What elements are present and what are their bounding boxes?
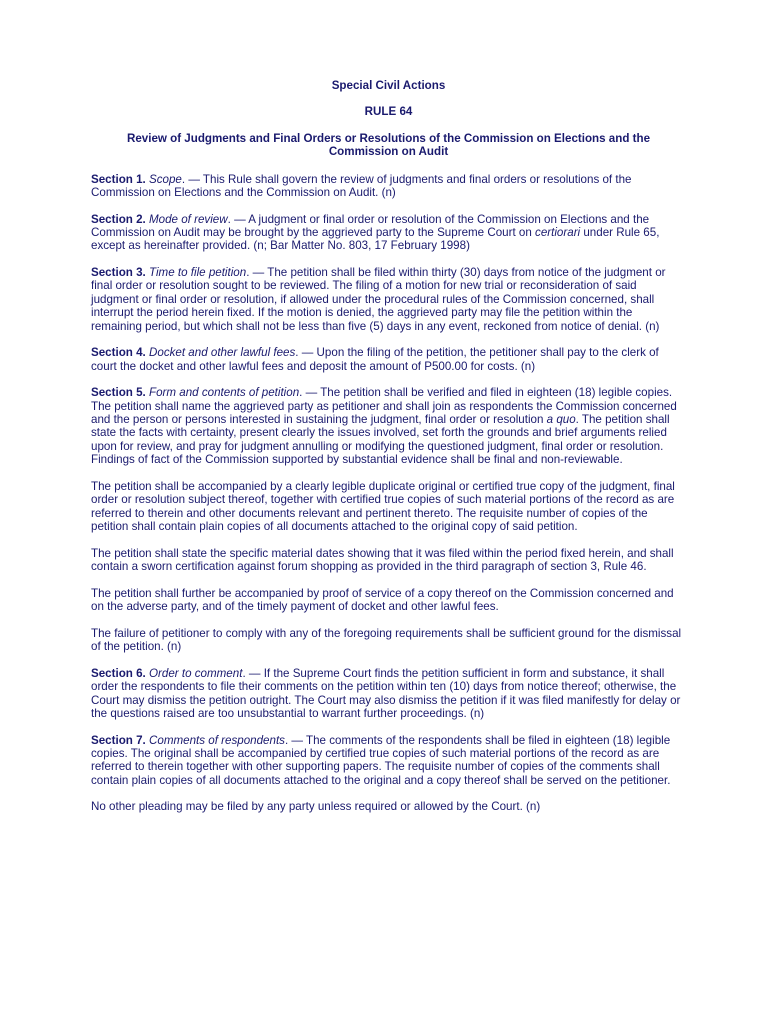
section-number: Section 7. [91, 733, 146, 747]
section-5-paragraph [91, 386, 686, 466]
section-4-paragraph [91, 346, 686, 373]
section-name: Form and contents of petition [149, 386, 300, 400]
section-text: . — A judgment or final order or resolution of the Commission on Elections and the Commission on Audit may be brought by the aggrieved party to the Supreme Court on [91, 212, 650, 240]
section-text: . — If the Supreme Court finds the petition sufficient in form and substance, it shall order the respondents to file their comments on the petition within ten (10) days from notice thereof; otherwise, the Court may dismiss the petition outright. The Court may also dismiss the petition if it was filed manifestly for delay or the questions raised are too unsubstantial to warrant further proceedings. (n) [91, 666, 681, 720]
section-5-paragraph-3: The petition shall state the specific material dates showing that it was filed within the period fixed herein, and shall contain a sworn certification against forum shopping as provided in the third paragraph of section 3, Rule 46. [91, 546, 674, 574]
section-name: Scope [149, 172, 182, 186]
section-number: Section 2. [91, 212, 146, 226]
emphasis-term: certiorari [535, 226, 581, 240]
section-7-paragraph-2: No other pleading may be filed by any party unless required or allowed by the Court. (n) [91, 800, 541, 814]
section-5-paragraph-2: The petition shall be accompanied by a clearly legible duplicate original or certified true copy of the judgment, final order or resolution subject thereof, together with certified true copies of such material portions of the record as are referred to therein and other documents relevant and pertinent thereto. The requisite number of copies of the petition shall contain plain copies of all documents attached to the original copy of said petition. [91, 479, 675, 534]
section-name: Comments of respondents [149, 733, 285, 747]
rule-heading: RULE 64 [364, 105, 413, 119]
section-5-paragraph-5: The failure of petitioner to comply with any of the foregoing requirements shall be sufficient ground for the dismissal of the petition. (n) [91, 626, 682, 654]
section-text: . — Upon the filing of the petition, the petitioner shall pay to the clerk of court the docket and other lawful fees and deposit the amount of P500.00 for costs. (n) [91, 346, 659, 373]
section-name: Docket and other lawful fees [149, 346, 296, 360]
section-number: Section 1. [91, 172, 146, 186]
section-number: Section 4. [91, 346, 146, 360]
section-name: Order to comment [149, 666, 243, 680]
section-number: Section 3. [91, 266, 146, 280]
section-2-paragraph [91, 213, 686, 253]
section-name: Time to file petition [149, 266, 247, 280]
section-text: . — The petition shall be verified and filed in eighteen (18) legible copies. The petition shall name the aggrieved party as petitioner and shall join as respondents the Commission concerned and the person or persons interested in sustaining the judgment, final order or resolution [91, 386, 677, 427]
section-6-paragraph [91, 667, 686, 721]
section-text: . — This Rule shall govern the review of judgments and final orders or resolutions of the Commission on Elections and the Commission on Audit. (n) [91, 172, 632, 200]
section-number: Section 6. [91, 666, 146, 680]
section-text: . — The comments of the respondents shall be filed in eighteen (18) legible copies. The original shall be accompanied by certified true copies of such material portions of the record as are referred to therein together with other supporting papers. The requisite number of copies of the comments shall contain plain copies of all documents attached to the original and a copy thereof shall be served on the petitioner. [91, 733, 671, 787]
section-text: . — The petition shall be filed within thirty (30) days from notice of the judgment or final order or resolution sought to be reviewed. The filing of a motion for new trial or reconsideration of said judgment or final order or resolution, if allowed under the procedural rules of the Commission concerned, shall interrupt the period herein fixed. If the motion is denied, the aggrieved party may file the petition within the remaining period, but which shall not be less than five (5) days in any event, reckoned from notice of denial. (n) [91, 266, 666, 333]
section-text: . The petition shall state the facts with certainty, present clearly the issues involved, set forth the grounds and brief arguments relied upon for review, and pray for judgment annulling or modifying the questioned judgment, final order or resolution. Findings of fact of the Commission supported by substantial evidence shall be final and non-reviewable. [91, 413, 670, 467]
section-name: Mode of review [149, 212, 228, 226]
chapter-heading: Special Civil Actions [331, 79, 446, 92]
section-3-paragraph [91, 266, 686, 333]
emphasis-term: a quo [546, 413, 576, 427]
section-text: under Rule 65, except as hereinafter provided. (n; Bar Matter No. 803, 17 February 1998) [91, 226, 660, 253]
document-page [91, 79, 686, 827]
section-7-paragraph [91, 734, 686, 788]
section-number: Section 5. [91, 386, 146, 400]
rule-title: Review of Judgments and Final Orders or Resolutions of the Commission on Elections and the Commission on Audit [126, 131, 651, 159]
section-5-paragraph-4: The petition shall further be accompanied by proof of service of a copy thereof on the Commission concerned and on the adverse party, and of the timely payment of docket and other lawful fees. [91, 586, 674, 614]
section-1-paragraph [91, 173, 686, 200]
